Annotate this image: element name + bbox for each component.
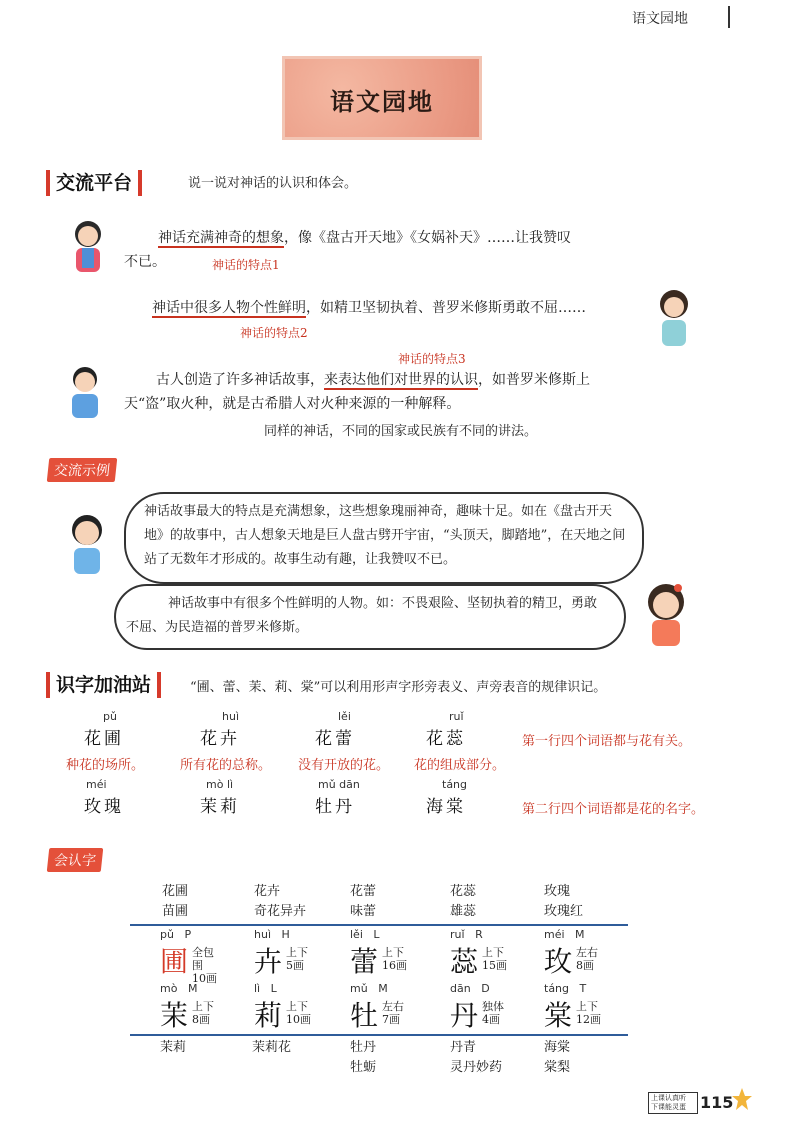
char-struct: 上下 [286, 1000, 308, 1013]
boy-avatar-2 [62, 512, 112, 578]
char-pinyin: méi [544, 928, 565, 941]
example-tag: 交流示例 [47, 458, 118, 482]
word-item: 花蕊 [450, 884, 477, 899]
word-item: 苗圃 [162, 904, 189, 919]
pinyin-hui: huì [222, 710, 239, 723]
char-pinyin: pǔ [160, 928, 174, 941]
underline-trait-2: 神话中很多人物个性鲜明 [152, 300, 306, 316]
bottom-word-col-5 [544, 1038, 570, 1078]
pinyin-mudan: mǔ dān [318, 778, 360, 791]
word-hualei: 花蕾 [315, 729, 355, 749]
meaning-huahui: 所有花的总称。 [180, 758, 272, 773]
header-divider [728, 6, 730, 28]
word-item: 茉莉 [160, 1040, 187, 1055]
word-item: 牡蛎 [350, 1060, 377, 1075]
word-meigui: 玫瑰 [84, 797, 124, 817]
exchange-para-3-note: 同样的神话，不同的国家或民族有不同的讲法。 [264, 424, 538, 439]
char-glyph: 莉 [254, 999, 283, 1032]
word-item: 海棠 [544, 1040, 571, 1055]
underline-trait-3: 来表达他们对世界的认识 [324, 372, 478, 388]
word-item: 棠梨 [544, 1060, 571, 1075]
pinyin-tang: táng [442, 778, 468, 791]
char-strokes: 10画 [192, 972, 217, 985]
char-letter: M [187, 982, 198, 995]
char-pinyin: lì [254, 982, 261, 995]
char-pinyin: lěi [350, 928, 363, 941]
char-pinyin: huì [254, 928, 271, 941]
char-pinyin: mò [160, 982, 178, 995]
word-item: 花圃 [162, 884, 189, 899]
word-item: 玫瑰红 [544, 904, 584, 919]
para-2-text: ，如精卫坚韧执着、普罗米修斯勇敢不屈…… [306, 300, 586, 316]
char-glyph: 蕾 [350, 945, 379, 978]
example-bubble-1 [124, 492, 644, 584]
meaning-huapu: 种花的场所。 [66, 758, 145, 773]
exchange-para-3 [156, 368, 656, 392]
top-word-col-1 [162, 882, 188, 922]
word-item: 味蕾 [350, 904, 377, 919]
word-huapu: 花圃 [84, 729, 124, 749]
top-rule [130, 924, 628, 926]
pinyin-mei: méi [86, 778, 107, 791]
girl-avatar-1 [66, 218, 110, 276]
exchange-para-1 [158, 226, 648, 250]
bottom-word-col-3 [350, 1038, 376, 1078]
word-item: 花蕾 [350, 884, 377, 899]
para-3-text-c: ，如普罗米修斯上 [478, 372, 590, 388]
char-letter: L [373, 928, 380, 941]
bubble-1-line-3: 站了无数年才形成的。故事生动有趣，让我赞叹不已。 [144, 552, 457, 567]
char-struct: 上下 [286, 946, 308, 959]
para-1-text: ，像《盘古开天地》《女娲补天》……让我赞叹 [284, 230, 571, 246]
exchange-para-3-line2: 天“盗”取火种，就是古希腊人对火种来源的一种解释。 [124, 396, 461, 412]
pinyin-rui: ruǐ [449, 710, 464, 723]
star-icon [732, 1086, 752, 1114]
girl-avatar-3 [636, 580, 696, 650]
char-struct: 左右 [576, 946, 598, 959]
char-letter: P [184, 928, 192, 941]
row1-note: 第一行四个词语都与花有关。 [522, 734, 692, 749]
char-pinyin: dān [450, 982, 471, 995]
char-letter: M [378, 982, 388, 995]
bubble-1-line-2: 地》的故事中，古人想象天地是巨人盘古劈开宇宙，“头顶天，脚踏地”，在天地之间 [144, 528, 626, 543]
word-item: 丹青 [450, 1040, 477, 1055]
char-letter: M [575, 928, 585, 941]
char-letter: R [475, 928, 483, 941]
bubble-2-line-1: 神话故事中有很多个性鲜明的人物。如：不畏艰险、坚韧执着的精卫，勇敢 [168, 596, 598, 611]
bottom-word-col-2 [252, 1038, 291, 1058]
char-glyph: 丹 [450, 999, 479, 1032]
note-trait-2: 神话的特点2 [240, 326, 308, 340]
exchange-para-2 [152, 296, 586, 320]
char-strokes: 7画 [382, 1013, 400, 1026]
char-struct: 上下 [576, 1000, 598, 1013]
char-strokes: 8画 [192, 1013, 210, 1026]
footer-badge: 上课认真听 下课能灵蛋 [648, 1092, 698, 1114]
para-3-text-a: 古人创造了许多神话故事， [156, 372, 324, 388]
recognize-tag: 会认字 [47, 848, 104, 872]
title-banner [282, 56, 482, 140]
char-glyph: 蕊 [450, 945, 479, 978]
top-word-col-5 [544, 882, 583, 922]
word-huarui: 花蕊 [426, 729, 466, 749]
char-struct: 独体 [482, 1000, 504, 1013]
pinyin-lei: lěi [338, 710, 351, 723]
bubble-1-line-1: 神话故事最大的特点是充满想象，这些想象瑰丽神奇，趣味十足。如在《盘古开天 [144, 504, 613, 519]
char-pinyin: táng [544, 982, 570, 995]
word-mudan: 牡丹 [315, 797, 355, 817]
literacy-prompt: “圃、蕾、茉、莉、棠”可以利用形声字形旁表义、声旁表音的规律识记。 [190, 680, 607, 695]
word-item: 玫瑰 [544, 884, 571, 899]
page-title: 语文园地 [330, 88, 434, 116]
meaning-huarui: 花的组成部分。 [414, 758, 506, 773]
char-letter: H [281, 928, 290, 941]
exchange-heading: 交流平台 [46, 170, 142, 196]
word-huahui: 花卉 [200, 729, 240, 749]
note-trait-1: 神话的特点1 [212, 258, 280, 272]
word-item: 奇花异卉 [254, 904, 307, 919]
char-glyph: 玫 [544, 945, 573, 978]
word-moli: 茉莉 [200, 797, 240, 817]
bottom-word-col-4 [450, 1038, 502, 1078]
meaning-hualei: 没有开放的花。 [298, 758, 390, 773]
char-glyph: 卉 [254, 945, 283, 978]
char-struct: 左右 [382, 1000, 404, 1013]
section-header: 语文园地 [632, 11, 688, 27]
char-glyph: 茉 [160, 999, 189, 1032]
char-letter: D [481, 982, 490, 995]
girl-avatar-2 [652, 288, 696, 350]
exchange-prompt: 说一说对神话的认识和体会。 [188, 176, 358, 191]
bottom-word-col-1 [160, 1038, 186, 1058]
char-struct: 上下 [482, 946, 504, 959]
word-item: 灵丹妙药 [450, 1060, 503, 1075]
note-trait-3: 神话的特点3 [398, 352, 466, 366]
bubble-2-line-2: 不屈、为民造福的普罗米修斯。 [126, 620, 309, 635]
word-item: 花卉 [254, 884, 281, 899]
row2-note: 第二行四个词语都是花的名字。 [522, 802, 705, 817]
char-strokes: 8画 [576, 959, 594, 972]
bottom-rule [130, 1034, 628, 1036]
page-number: 115 [700, 1093, 734, 1112]
pinyin-pu: pǔ [103, 710, 117, 723]
char-pinyin: mǔ [350, 982, 368, 995]
top-word-col-4 [450, 882, 476, 922]
word-item: 牡丹 [350, 1040, 377, 1055]
top-word-col-3 [350, 882, 376, 922]
char-glyph: 圃 [160, 945, 189, 978]
exchange-para-1-line2: 不已。 [124, 254, 166, 270]
char-struct: 全包围 [192, 946, 214, 972]
char-struct: 上下 [382, 946, 404, 959]
char-glyph: 牡 [350, 999, 379, 1032]
pinyin-moli: mò lì [206, 778, 234, 791]
char-glyph: 棠 [544, 999, 573, 1032]
boy-avatar-1 [62, 364, 108, 420]
char-strokes: 10画 [286, 1013, 311, 1026]
char-pinyin: ruǐ [450, 928, 465, 941]
char-letter: T [579, 982, 587, 995]
char-strokes: 12画 [576, 1013, 601, 1026]
word-item: 雄蕊 [450, 904, 477, 919]
char-strokes: 16画 [382, 959, 407, 972]
literacy-heading: 识字加油站 [46, 672, 161, 698]
underline-trait-1: 神话充满神奇的想象 [158, 230, 284, 246]
char-struct: 上下 [192, 1000, 214, 1013]
char-strokes: 5画 [286, 959, 304, 972]
example-bubble-2 [114, 584, 626, 650]
char-strokes: 15画 [482, 959, 507, 972]
word-item: 茉莉花 [252, 1040, 292, 1055]
top-word-col-2 [254, 882, 306, 922]
char-letter: L [270, 982, 277, 995]
word-haitang: 海棠 [426, 797, 466, 817]
char-strokes: 4画 [482, 1013, 500, 1026]
